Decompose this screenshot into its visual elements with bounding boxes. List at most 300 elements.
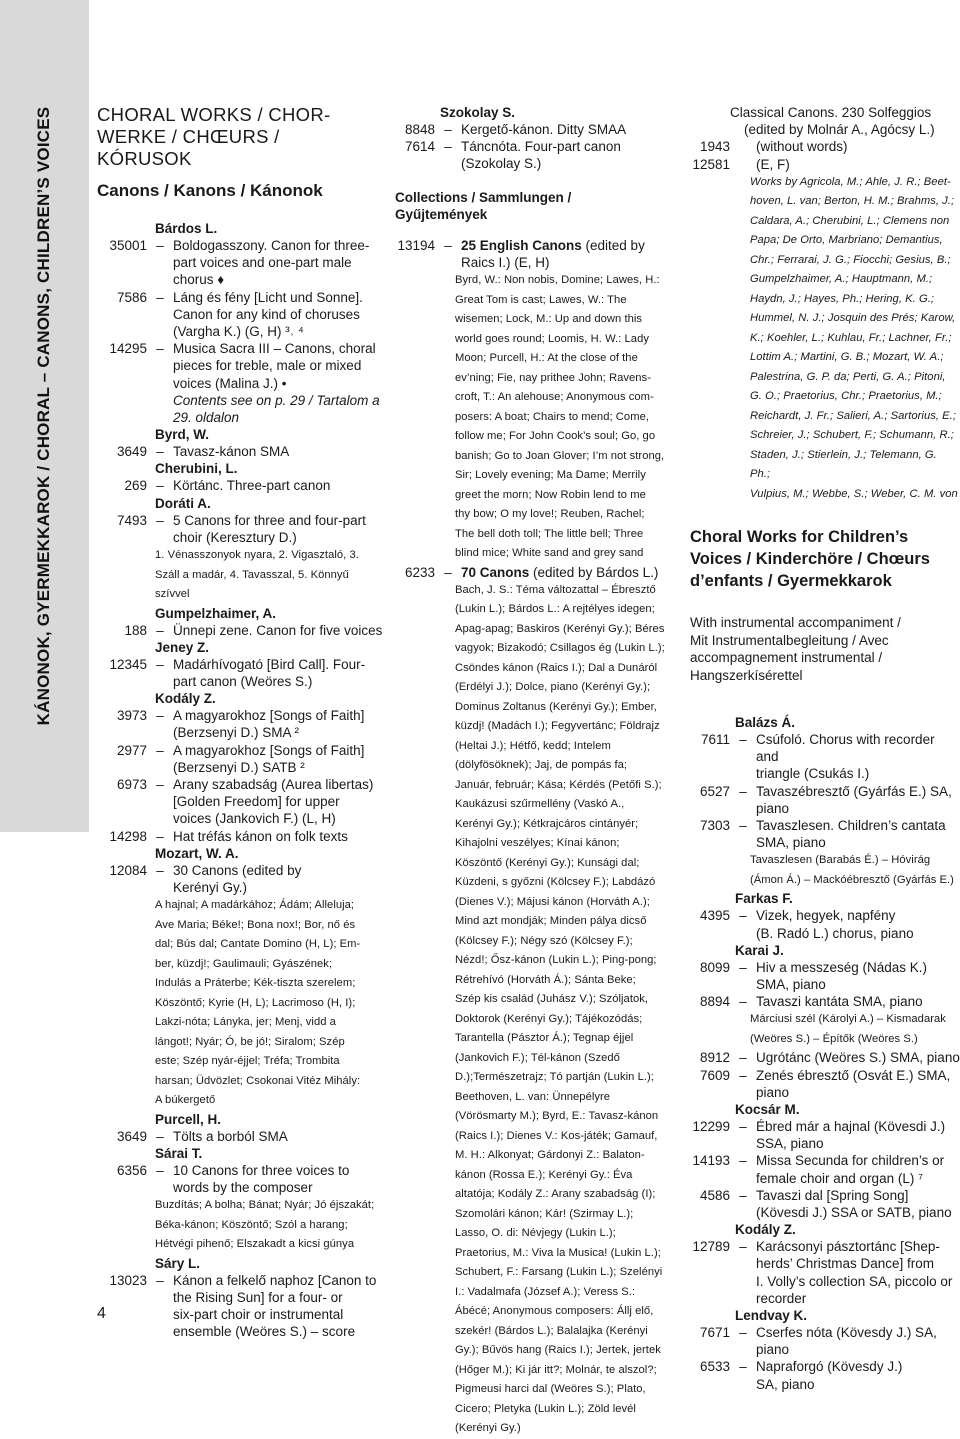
catalog-entry — [97, 656, 387, 673]
intro-line: accompagnement instrumental / — [690, 650, 883, 666]
entry-text: (Szokolay S.) — [461, 156, 542, 172]
entry-text: Missa Secunda for children’s or — [756, 1153, 945, 1169]
entry-text: Canon for any kind of choruses — [173, 306, 360, 322]
dash-separator: – — [156, 862, 164, 878]
catalog-entry-continuation — [97, 392, 387, 409]
dash-separator — [147, 1323, 173, 1340]
entry-text: Cserfes nóta (Kövesdy J.) SA, — [756, 1325, 937, 1341]
contents-note: I.: Vadalmafa (József A.); Veress S.: — [455, 1285, 636, 1298]
entry-text: Hat tréfás kánon on folk texts — [173, 828, 348, 844]
catalog-number: 7586 — [116, 289, 147, 305]
composer-name: Karai J. — [735, 942, 784, 958]
catalog-entry-continuation — [690, 1341, 960, 1358]
catalog-entry-continuation — [97, 1289, 387, 1306]
dash-separator — [730, 156, 756, 173]
entry-text: choir (Keresztury D.) — [173, 529, 297, 545]
entry-text: Karácsonyi pásztortánc [Shep- — [756, 1239, 940, 1255]
catalog-entry — [690, 138, 960, 155]
contents-note: Dominus Zoltanus (Kerényi Gy.); Ember, — [455, 700, 657, 713]
section-title-line: CHORAL WORKS / CHOR- — [97, 104, 331, 125]
catalog-entry — [690, 1238, 960, 1255]
entry-text: (Berzsenyi D.) SMA ² — [173, 725, 300, 741]
contents-note: follow me; For John Cook’s soul; Go, go — [455, 430, 656, 443]
dash-separator: – — [739, 1325, 747, 1341]
dash-separator: – — [156, 622, 164, 638]
catalog-entry-continuation — [690, 1204, 960, 1221]
intro-line: With instrumental accompaniment / — [690, 615, 901, 631]
dash-separator: – — [444, 122, 452, 137]
dash-separator: – — [739, 1118, 747, 1134]
catalog-entry — [395, 121, 685, 138]
entry-text: female choir and organ (L) ⁷ — [756, 1170, 923, 1186]
dash-separator: – — [156, 708, 164, 724]
dash-separator — [147, 793, 173, 810]
dash-separator — [730, 834, 756, 851]
dash-separator: – — [156, 478, 164, 494]
contents-note: Márciusi szél (Károlyi A.) – Kismadarak — [750, 1013, 946, 1026]
catalog-number: 8099 — [699, 959, 730, 975]
entry-text: Tavaszébresztő (Gyárfás E.) SA, — [756, 783, 952, 799]
contents-note: greet the morn; Now Robin lend to me — [455, 488, 646, 501]
catalog-number: 3649 — [116, 1128, 147, 1144]
catalog-entry-continuation — [690, 1376, 960, 1393]
dash-separator — [730, 1290, 756, 1307]
catalog-entry-continuation — [395, 155, 685, 172]
catalog-number: 3649 — [116, 444, 147, 460]
dash-separator: – — [156, 1272, 164, 1288]
children-section-title — [690, 526, 960, 592]
contents-note: Hétvégi pihenő; Elszakadt a kicsi gúnya — [155, 1238, 355, 1251]
contents-note: Apag-apag; Baskiros (Kerényi Gy.); Béres — [455, 622, 665, 635]
catalog-entry — [97, 862, 387, 879]
composer-name: Cherubini, L. — [155, 461, 238, 477]
contents-note: Chr.; Ferrarai, J. G.; Fiocchi; Gesius, B.; — [750, 253, 951, 266]
catalog-entry — [97, 512, 387, 529]
dash-separator — [730, 1135, 756, 1152]
catalog-entry — [395, 237, 685, 254]
dash-separator: – — [739, 1359, 747, 1375]
dash-separator: – — [156, 289, 164, 305]
catalog-number: 2977 — [116, 742, 147, 758]
catalog-number — [690, 104, 730, 121]
catalog-entry — [690, 1118, 960, 1135]
catalog-entry-continuation — [97, 1323, 387, 1340]
entry-text: pieces for treble, male or mixed — [173, 358, 362, 374]
catalog-entry — [690, 907, 960, 924]
contents-note: (Hőger M.); Ki jár itt?; Molnár, te alszol?; — [455, 1363, 657, 1376]
entry-text: Ünnepi zene. Canon for five voices — [173, 622, 383, 638]
contents-note: Száll a madár, 4. Tavasszal, 5. Könnyű — [155, 568, 349, 581]
catalog-entry-continuation — [97, 271, 387, 288]
catalog-entry-continuation — [97, 1179, 387, 1196]
dash-separator — [730, 1376, 756, 1393]
dash-separator — [730, 925, 756, 942]
contents-note: kánon (Rossa E.); Kerényi Gy.: Éva — [455, 1168, 633, 1181]
dash-separator: – — [156, 1162, 164, 1178]
composer-name: Purcell, H. — [155, 1111, 222, 1127]
dash-separator: – — [739, 817, 747, 833]
contents-note: M. H.: Alkonyat; Gárdonyi Z.: Balaton- — [455, 1149, 645, 1162]
entry-text: Arany szabadság (Aurea libertas) — [173, 776, 374, 792]
catalog-entry-continuation — [97, 357, 387, 374]
catalog-number — [395, 254, 435, 271]
catalog-number: 6973 — [116, 776, 147, 792]
entry-text: SSA, piano — [756, 1136, 824, 1152]
contents-note: dal; Bús dal; Cantate Domino (H, L); Em- — [155, 938, 361, 951]
dash-separator: – — [739, 959, 747, 975]
catalog-entry — [97, 776, 387, 793]
dash-separator — [147, 810, 173, 827]
section-subtitle: Canons / Kanons / Kánonok — [97, 181, 323, 200]
catalog-number — [97, 254, 147, 271]
contents-note: vagyok; Bizakodó; Csillagos ég (Lukin L.); — [455, 642, 665, 655]
contents-note: posers: A boat; Chairs to mend; Come, — [455, 410, 649, 423]
entry-text: SA, piano — [756, 1376, 815, 1392]
contents-note: world goes round; Loomis, H. W.: Lady — [455, 332, 649, 345]
catalog-number — [690, 1273, 730, 1290]
catalog-number: 14298 — [109, 828, 147, 844]
catalog-number: 14193 — [692, 1153, 730, 1169]
contents-note: Praetorius, M.: Viva la Musica! (Lukin L.); — [455, 1246, 661, 1259]
contents-note: Kerényi Gy.); Kétkrajcáros cintányér; — [455, 817, 639, 830]
dash-separator — [730, 1084, 756, 1101]
catalog-number: 269 — [124, 478, 147, 494]
contents-note: Papa; De Orto, Marbriano; Demantius, — [750, 234, 943, 247]
catalog-number — [97, 271, 147, 288]
catalog-entry-continuation — [690, 1170, 960, 1187]
contents-note: Gy.); Bűvös hang (Raics I.); Jertek, jertek — [455, 1344, 661, 1357]
entry-text: chorus ♦ — [173, 272, 225, 288]
composer-name: Doráti A. — [155, 495, 211, 511]
contents-note: (Dienes V.); Májusi kánon (Horváth A.); — [455, 895, 650, 908]
catalog-entry-continuation — [97, 793, 387, 810]
entry-text: [Golden Freedom] for upper — [173, 794, 340, 810]
composer-name: Kodály Z. — [155, 691, 216, 707]
catalog-number — [690, 121, 730, 138]
catalog-number — [97, 724, 147, 741]
contents-note: Szomolári kánon; Kár! (Szirmay L.); — [455, 1207, 634, 1220]
catalog-number — [97, 1289, 147, 1306]
catalog-number: 6533 — [699, 1359, 730, 1375]
entry-text: SMA, piano — [756, 976, 826, 992]
composer-name: Sáry L. — [155, 1255, 201, 1271]
catalog-number: 35001 — [109, 238, 147, 253]
contents-note: ev’ning; Fie, nay prithee John; Ravens- — [455, 371, 651, 384]
entry-text: 5 Canons for three and four-part — [173, 512, 366, 528]
contents-note: K.; Koehler, L.; Kuhlau, Fr.; Lachner, Fr.; — [750, 331, 952, 344]
catalog-entry-continuation — [690, 104, 960, 121]
entry-text: Körtánc. Three-part canon — [173, 478, 331, 494]
entry-text: piano — [756, 1084, 790, 1100]
entry-text: six-part choir or instrumental — [173, 1307, 344, 1323]
contents-note: Küzdeni, s győzni (Kölcsey F.); Labdázó — [455, 876, 656, 889]
catalog-entry — [690, 817, 960, 834]
dash-separator — [147, 254, 173, 271]
contents-note: küzdj! (Madách I.); Fegyvertánc; Földrajz — [455, 720, 660, 733]
composer-name: Farkas F. — [735, 891, 793, 907]
catalog-entry — [690, 993, 960, 1010]
contents-note: Schreier, J.; Schubert, F.; Schumann, R.; — [750, 429, 954, 442]
contents-note: Pigmeusi harci dal (Weöres S.); Plato, — [455, 1383, 646, 1396]
catalog-entry-continuation — [690, 1084, 960, 1101]
dash-separator — [730, 138, 756, 155]
catalog-number: 7493 — [116, 512, 147, 528]
catalog-number — [97, 810, 147, 827]
contents-note: Indulás a Práterbe; Kék-tiszta szerelem; — [155, 977, 356, 990]
contents-note: (Kerényi Gy.) — [455, 1422, 521, 1435]
catalog-entry — [690, 156, 960, 173]
catalog-entry-continuation — [690, 1255, 960, 1272]
catalog-number: 12789 — [692, 1239, 730, 1255]
title-line: d’enfants / Gyermekkarok — [690, 572, 892, 591]
contents-note: harsan; Üdvözlet; Csokonai Vitéz Mihály: — [155, 1074, 361, 1087]
catalog-entry-continuation — [97, 409, 387, 426]
catalog-number: 12345 — [109, 656, 147, 672]
catalog-entry-continuation — [690, 121, 960, 138]
catalog-number — [690, 1084, 730, 1101]
entry-text: (B. Radó L.) chorus, piano — [756, 925, 914, 941]
dash-separator — [147, 375, 173, 392]
entry-text: words by the composer — [173, 1180, 313, 1196]
dash-separator: – — [739, 1050, 747, 1066]
catalog-number: 8912 — [699, 1050, 730, 1066]
entry-text: 30 Canons (edited by — [173, 862, 302, 878]
contents-note: Palestrina, G. P. da; Perti, G. A.; Pitoni, — [750, 370, 946, 383]
entry-text: piano — [756, 1342, 790, 1358]
entry-text: triangle (Csukás I.) — [756, 766, 870, 782]
entry-text: herds’ Christmas Dance] from — [756, 1256, 935, 1272]
catalog-number: 14295 — [109, 341, 147, 357]
dash-separator — [147, 409, 173, 426]
entry-text: voices (Jankovich F.) (L, H) — [173, 811, 336, 827]
catalog-entry — [97, 707, 387, 724]
composer-name: Gumpelzhaimer, A. — [155, 605, 277, 621]
catalog-number — [97, 306, 147, 323]
dash-separator — [147, 1179, 173, 1196]
catalog-number: 13023 — [109, 1272, 147, 1288]
dash-separator — [147, 529, 173, 546]
entry-text: Vizek, hegyek, napfény — [756, 908, 896, 924]
intro-text — [690, 614, 960, 684]
contents-note: (Heltai J.); Hétfő, kedd; Intelem — [455, 739, 611, 752]
contents-note: A hajnal; A madárkához; Ádám; Alleluja; — [155, 899, 355, 912]
entry-text: Kánon a felkelő naphoz [Canon to — [173, 1272, 377, 1288]
dash-separator — [730, 1255, 756, 1272]
catalog-list — [690, 104, 960, 504]
catalog-entry — [97, 477, 387, 494]
contents-note: Kaukázusi szűrmellény (Vaskó A., — [455, 798, 625, 811]
contents-note: altatója; Kodály Z.: Arany szabadság (I); — [455, 1188, 656, 1201]
contents-note: Byrd, W.: Non nobis, Domine; Lawes, H.: — [455, 274, 660, 287]
entry-text: (E, F) — [756, 156, 790, 172]
dash-separator — [147, 1306, 173, 1323]
contents-note: Tavaszlesen (Barabás É.) – Hóvirág — [750, 854, 931, 867]
column-3 — [690, 104, 960, 1393]
dash-separator: – — [739, 994, 747, 1010]
contents-note: Staden, J.; Stierlein, J.; Telemann, G. Ph.; — [750, 448, 937, 481]
column-2 — [395, 104, 685, 1439]
entry-text: Tavaszi dal [Spring Song] — [756, 1187, 909, 1203]
catalog-entry-continuation — [97, 306, 387, 323]
catalog-number: 12299 — [692, 1118, 730, 1134]
catalog-number — [97, 392, 147, 409]
entry-text: (Kövesdi J.) SSA or SATB, piano — [756, 1205, 952, 1220]
dash-separator — [435, 254, 461, 271]
contents-note: Január, február; Kása; Kérdés (Petőfi S.); — [455, 778, 662, 791]
dash-separator — [147, 271, 173, 288]
dash-separator: – — [156, 776, 164, 792]
catalog-number: 7303 — [699, 817, 730, 833]
entry-text: Tavaszlesen. Children’s cantata — [756, 817, 946, 833]
catalog-number — [690, 1290, 730, 1307]
catalog-entry — [690, 783, 960, 800]
catalog-entry — [97, 443, 387, 460]
contents-note: Ave Maria; Béke!; Bona nox!; Bor, nő és — [155, 918, 356, 931]
catalog-entry — [690, 1152, 960, 1169]
catalog-entry-continuation — [395, 254, 685, 271]
entry-text: Musica Sacra III – Canons, choral — [173, 341, 376, 357]
collections-title: Collections / Sammlungen / — [395, 189, 572, 205]
contents-note: (Vörösmarty M.); Byrd, E.: Tavasz-kánon — [455, 1110, 659, 1123]
dash-separator — [147, 879, 173, 896]
entry-text: Zenés ébresztő (Osvát E.) SMA, — [756, 1067, 951, 1083]
catalog-number: 4586 — [699, 1187, 730, 1203]
contents-note: (dölyfösöknek); Jaj, de pompás fa; — [455, 759, 628, 772]
catalog-entry — [97, 289, 387, 306]
entry-text: Madárhívogató [Bird Call]. Four- — [173, 656, 366, 672]
contents-note: D.);Természetrajz; Tó partján (Lukin L.); — [455, 1071, 654, 1084]
catalog-entry — [690, 731, 960, 765]
entry-text: Tavaszi kantáta SMA, piano — [756, 994, 923, 1010]
catalog-entry — [97, 1162, 387, 1179]
contents-note: wisemen; Lock, M.: Up and down this — [455, 313, 643, 326]
catalog-entry — [690, 1187, 960, 1204]
column-1 — [97, 104, 387, 1341]
contents-note: Works by Agricola, M.; Ahle, J. R.; Beet- — [750, 175, 951, 188]
contents-note: Lottim A.; Martini, G. B.; Mozart, W. A.; — [750, 351, 944, 364]
entry-text: 25 English Canons (edited by — [461, 237, 645, 253]
catalog-entry-continuation — [690, 800, 960, 817]
dash-separator — [730, 1204, 756, 1221]
entry-text: Kergető-kánon. Ditty SMAA — [461, 122, 627, 137]
section-title-line: WERKE / CHŒURS / — [97, 126, 280, 147]
entry-text: Napraforgó (Kövesdy J.) — [756, 1359, 903, 1375]
dash-separator: – — [156, 828, 164, 844]
catalog-number — [690, 1255, 730, 1272]
contents-note: Köszöntő (Kerényi Gy.); Kunsági dal; — [455, 856, 640, 869]
catalog-entry — [690, 959, 960, 976]
contents-note: Schubert, F.: Farsang (Lukin L.); Szelényi — [455, 1266, 663, 1279]
dash-separator: – — [739, 908, 747, 924]
contents-note: Bach, J. S.: Téma változattal – Ébresztő — [455, 583, 656, 596]
catalog-number: 188 — [124, 622, 147, 638]
entry-text: A magyarokhoz [Songs of Faith] — [173, 742, 365, 758]
contents-note: (Lukin L.); Bárdos L.: A rejtélyes idegen; — [455, 603, 655, 616]
collection-title: 70 Canons — [461, 564, 530, 580]
contents-note: (Jankovich F.); Tél-kánon (Szedő — [455, 1051, 620, 1064]
entry-text: (without words) — [756, 139, 848, 155]
entry-text: Hiv a messzeség (Nádas K.) — [756, 959, 928, 975]
catalog-number: 6356 — [116, 1162, 147, 1178]
dash-separator — [730, 1341, 756, 1358]
composer-name: Byrd, W. — [155, 427, 210, 443]
dash-separator — [730, 1170, 756, 1187]
catalog-number: 7671 — [699, 1325, 730, 1341]
catalog-list — [97, 220, 387, 1341]
catalog-number: 3973 — [116, 708, 147, 724]
contents-note: Hummel, N. J.; Josquin des Prés; Karow, — [750, 312, 956, 325]
contents-note: banish; Go to Joan Glover; I’m not strong, — [455, 449, 665, 462]
contents-note: blind mice; White sand and grey sand — [455, 547, 644, 560]
contents-note: Lasso, O. di: Névjegy (Lukin L.); — [455, 1227, 616, 1240]
catalog-number: 7611 — [700, 731, 730, 747]
side-band — [0, 0, 89, 832]
catalog-number — [690, 976, 730, 993]
catalog-list — [395, 104, 685, 173]
entry-text: piano — [756, 800, 790, 816]
dash-separator: – — [156, 512, 164, 528]
entry-text: Tölts a borból SMA — [173, 1128, 288, 1144]
dash-separator: – — [739, 1239, 747, 1255]
dash-separator: – — [739, 1187, 747, 1203]
catalog-list — [395, 237, 685, 1439]
contents-note: Ábécé; Anonymous composers: Állj elő, — [455, 1305, 654, 1318]
contents-note: Sir; Lovely evening; Ma Dame; Merrily — [455, 469, 646, 482]
catalog-number — [690, 1204, 730, 1221]
catalog-list — [690, 714, 960, 1393]
contents-note: Buzdítás; A bolha; Bánat; Nyár; Jó éjszakát; — [155, 1199, 375, 1212]
catalog-number: 4395 — [699, 908, 730, 924]
entry-text: 70 Canons (edited by Bárdos L.) — [461, 564, 659, 580]
entry-text: I. Volly’s collection SA, piccolo or — [756, 1273, 953, 1289]
catalog-entry — [395, 138, 685, 155]
contents-note: croft, T.: An alehouse; Anonymous com- — [455, 391, 654, 404]
catalog-entry-continuation — [97, 323, 387, 340]
contents-note: Gumpelzhaimer, A.; Hauptmann, M.; — [750, 273, 933, 286]
contents-note: Tarantella (Pásztor Á.); Tegnap éjjel — [455, 1032, 634, 1045]
catalog-entry-continuation — [97, 724, 387, 741]
contents-note: Rétrehívó (Horváth Á.); Sánta Beke; — [455, 973, 636, 986]
dash-separator — [435, 155, 461, 172]
catalog-number — [690, 1376, 730, 1393]
composer-name: Szokolay S. — [440, 105, 516, 120]
catalog-number — [690, 1170, 730, 1187]
dash-separator — [147, 323, 173, 340]
catalog-number: 6527 — [699, 783, 730, 799]
entry-text: Ébred már a hajnal (Kövesdi J.) — [756, 1118, 946, 1134]
contents-note: Kihajolni veszélyes; Kínai kánon; — [455, 837, 620, 850]
contents-note: Köszöntő; Kyrie (H, L); Lacrimoso (H, I); — [155, 996, 356, 1009]
catalog-entry — [97, 340, 387, 357]
dash-separator — [147, 306, 173, 323]
collections-title: Gyűjtemények — [395, 206, 488, 222]
title-line: Voices / Kinderchöre / Chœurs — [690, 550, 930, 569]
contents-note: (Weöres S.) – Építők (Weöres S.) — [750, 1032, 918, 1045]
dash-separator: – — [739, 1067, 747, 1083]
dash-separator: – — [739, 1153, 747, 1169]
catalog-entry-continuation — [97, 375, 387, 392]
contents-note: Great Tom is cast; Lawes, W.: The — [455, 293, 627, 306]
catalog-number: 12581 — [692, 156, 730, 172]
dash-separator: – — [739, 783, 747, 799]
composer-name: Mozart, W. A. — [155, 845, 239, 861]
catalog-number — [97, 357, 147, 374]
catalog-number — [97, 409, 147, 426]
entry-text: Classical Canons. 230 Solfeggios — [730, 105, 932, 120]
entry-text: the Rising Sun] for a four- or — [173, 1290, 343, 1305]
contents-note: (Ámon Á.) – Mackóébresztő (Gyárfás E.) — [750, 873, 954, 886]
catalog-number: 12084 — [109, 862, 147, 878]
